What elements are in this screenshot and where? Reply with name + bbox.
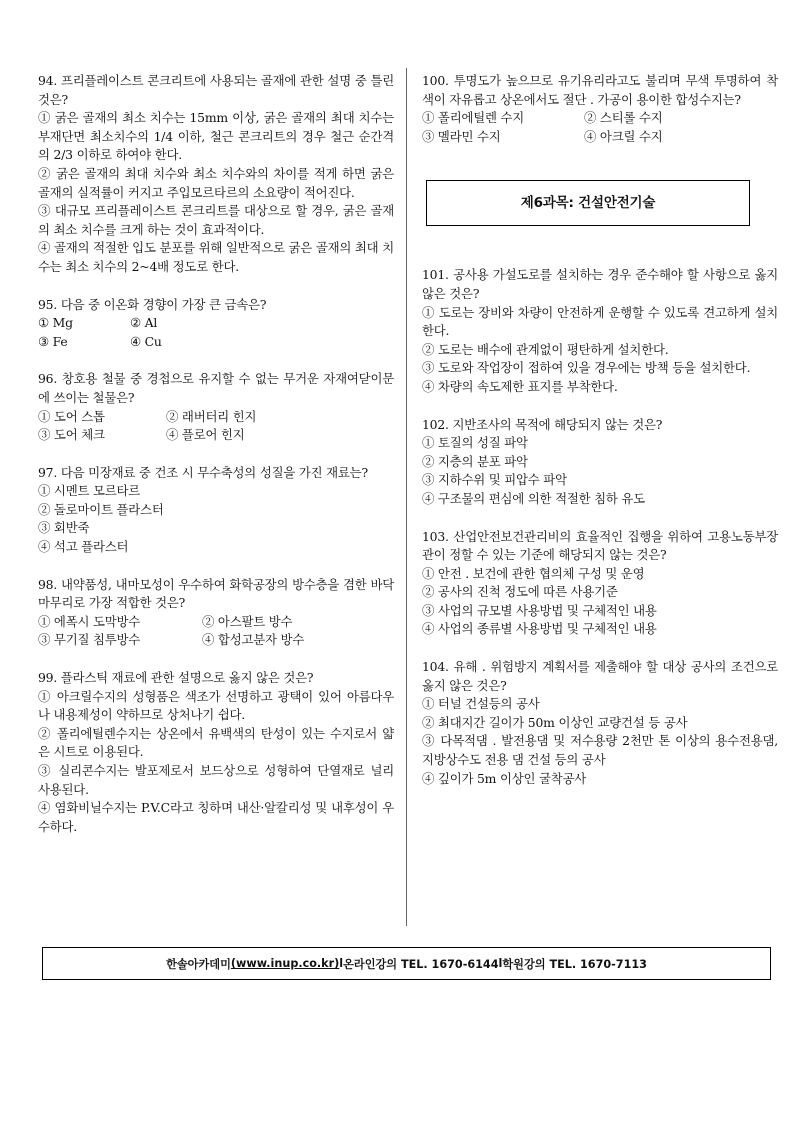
question-103 (422, 528, 778, 640)
question-96 (38, 370, 394, 444)
option-3: ③ 대규모 프리플레이스트 콘크리트를 대상으로 할 경우, 굵은 골재의 최소 치수를 크게 하는 것이 효과적이다. (38, 203, 394, 237)
option-1: ① 토질의 성질 파악 (422, 435, 528, 451)
option-4: ④ 합성고분자 방수 (202, 632, 305, 648)
question-stem: 102. 지반조사의 목적에 해당되지 않는 것은? (422, 416, 663, 432)
option-4: ④ 아크릴 수지 (584, 128, 663, 144)
option-1: ① 에폭시 도막방수 (38, 613, 141, 629)
option-3: ③ 실리콘수지는 발포제로서 보드상으로 성형하여 단열재로 널리 사용된다. (38, 763, 394, 797)
option-3: ③ Fe (38, 333, 68, 349)
option-1: ① 시멘트 모르타르 (38, 483, 141, 499)
subject-title-box (426, 180, 750, 226)
question-stem: 101. 공사용 가설도로를 설치하는 경우 준수해야 할 사항으로 옳지 않은 것은? (422, 267, 778, 301)
option-4: ④ Cu (130, 333, 162, 349)
option-1: ① Mg (38, 315, 73, 331)
option-2: ② 돌로마이트 플라스터 (38, 501, 164, 517)
question-101 (422, 266, 778, 396)
question-stem: 104. 유해 . 위험방지 계획서를 제출해야 할 대상 공사의 조건으로 옳지 않은 것은? (422, 659, 778, 693)
option-4: ④ 골재의 적절한 입도 분포를 위해 일반적으로 굵은 골재의 최대 치수는 최소 치수의 2~4배 정도로 한다. (38, 240, 394, 274)
question-102 (422, 416, 778, 509)
question-stem: 94. 프리플레이스트 콘크리트에 사용되는 골재에 관한 설명 중 틀린 것은? (38, 73, 394, 107)
footer-website-link[interactable]: (www.inup.co.kr) (230, 957, 340, 970)
question-104 (422, 658, 778, 788)
option-1: ① 도로는 장비와 차량이 안전하게 운행할 수 있도록 견고하게 설치한다. (422, 304, 778, 339)
question-100 (422, 72, 778, 146)
option-3: ③ 다목적댐 . 발전용댐 및 저수용량 2천만 톤 이상의 용수전용댐, 지방상수도 전용 댐 건설 등의 공사 (422, 733, 778, 768)
options-grid (38, 314, 394, 351)
option-3: ③ 도로와 작업장이 접하여 있을 경우에는 방책 등을 설치한다. (422, 360, 751, 376)
option-2: ② 지층의 분포 파악 (422, 453, 528, 469)
option-2: ② 도로는 배수에 관계없이 평탄하게 설치한다. (422, 341, 669, 357)
option-2: ② Al (130, 315, 158, 331)
footer-separator: l (339, 957, 344, 970)
column-divider (406, 68, 407, 926)
option-4: ④ 구조물의 편심에 의한 적절한 침하 유도 (422, 490, 645, 506)
option-1: ① 굵은 골재의 최소 치수는 15mm 이상, 굵은 골재의 최대 치수는 부재단면 최소치수의 1/4 이하, 철근 콘크리트의 경우 철근 순간격의 2/3 이하로 하여야 한다. (38, 110, 394, 163)
question-95 (38, 296, 394, 352)
option-3: ③ 지하수위 및 피압수 파악 (422, 472, 567, 488)
option-2: ② 래버터리 힌지 (166, 408, 257, 424)
option-2: ② 최대지간 길이가 50m 이상인 교량건설 등 공사 (422, 714, 688, 730)
option-3: ③ 회반죽 (38, 520, 90, 536)
option-4: ④ 석고 플라스터 (38, 539, 129, 555)
question-stem: 100. 투명도가 높으므로 유기유리라고도 불리며 무색 투명하여 착색이 자유롭고 상온에서도 절단 . 가공이 용이한 합성수지는? (422, 73, 778, 107)
footer-separator: l (498, 957, 503, 970)
question-98 (38, 576, 394, 650)
question-stem: 99. 플라스틱 재료에 관한 설명으로 옳지 않은 것은? (38, 670, 314, 686)
option-2: ② 스티롤 수지 (584, 110, 663, 126)
question-stem: 98. 내약품성, 내마모성이 우수하여 화학공장의 방수층을 겸한 바닥 마무리로 가장 적합한 것은? (38, 576, 394, 611)
option-2: ② 아스팔트 방수 (202, 613, 293, 629)
options-grid (38, 408, 394, 445)
left-column (38, 72, 394, 855)
options-grid (422, 109, 778, 146)
question-stem: 96. 창호용 철물 중 경첩으로 유지할 수 없는 무거운 자재여닫이문에 쓰이는 철물은? (38, 371, 394, 405)
question-stem: 95. 다음 중 이온화 경향이 가장 큰 금속은? (38, 296, 267, 312)
option-3: ③ 무기질 침투방수 (38, 632, 141, 648)
right-column (422, 72, 778, 807)
question-97 (38, 464, 394, 557)
option-1: ① 도어 스톱 (38, 408, 105, 424)
option-4: ④ 플로어 힌지 (166, 427, 245, 443)
question-99 (38, 669, 394, 836)
option-4: ④ 염화비닐수지는 P.V.C라고 칭하며 내산·알칼리성 및 내후성이 우수하다. (38, 800, 394, 834)
option-1: ① 아크릴수지의 성형품은 색조가 선명하고 광택이 있어 아름다우나 내용제성이 약하므로 상처나기 쉽다. (38, 688, 394, 723)
option-2: ② 굵은 골재의 최대 치수와 최소 치수와의 차이를 적게 하면 굵은 골재의 실적률이 커지고 주입모르타르의 소요량이 적어진다. (38, 165, 394, 200)
question-stem: 103. 산업안전보건관리비의 효율적인 집행을 위하여 고용노동부장관이 정할 수 있는 기준에 해당되지 않는 것은? (422, 528, 778, 563)
option-1: ① 터널 건설등의 공사 (422, 696, 540, 712)
option-4: ④ 차량의 속도제한 표지를 부착한다. (422, 378, 618, 394)
option-4: ④ 사업의 종류별 사용방법 및 구체적인 내용 (422, 621, 657, 637)
option-2: ② 공사의 진척 정도에 따른 사용기준 (422, 584, 618, 600)
option-4: ④ 깊이가 5m 이상인 굴착공사 (422, 770, 587, 786)
option-3: ③ 멜라민 수지 (422, 128, 501, 144)
option-3: ③ 도어 체크 (38, 427, 105, 443)
footer-bar (42, 947, 771, 980)
footer-online-phone: 온라인강의 TEL. 1670-6144 (343, 957, 499, 971)
footer-offline-phone: 학원강의 TEL. 1670-7113 (502, 957, 647, 971)
option-2: ② 폴리에틸렌수지는 상온에서 유백색의 탄성이 있는 수지로서 얇은 시트로 이용된다. (38, 725, 394, 760)
subject-title: 제6과목: 건설안전기술 (520, 195, 656, 212)
question-94 (38, 72, 394, 277)
option-3: ③ 사업의 규모별 사용방법 및 구체적인 내용 (422, 602, 657, 618)
options-grid (38, 613, 394, 650)
option-1: ① 폴리에틸렌 수지 (422, 110, 525, 126)
question-stem: 97. 다음 미장재료 중 건조 시 무수축성의 성질을 가진 재료는? (38, 464, 368, 480)
footer-academy: 한솔아카데미 (166, 957, 231, 971)
option-1: ① 안전 . 보건에 관한 협의체 구성 및 운영 (422, 565, 645, 581)
